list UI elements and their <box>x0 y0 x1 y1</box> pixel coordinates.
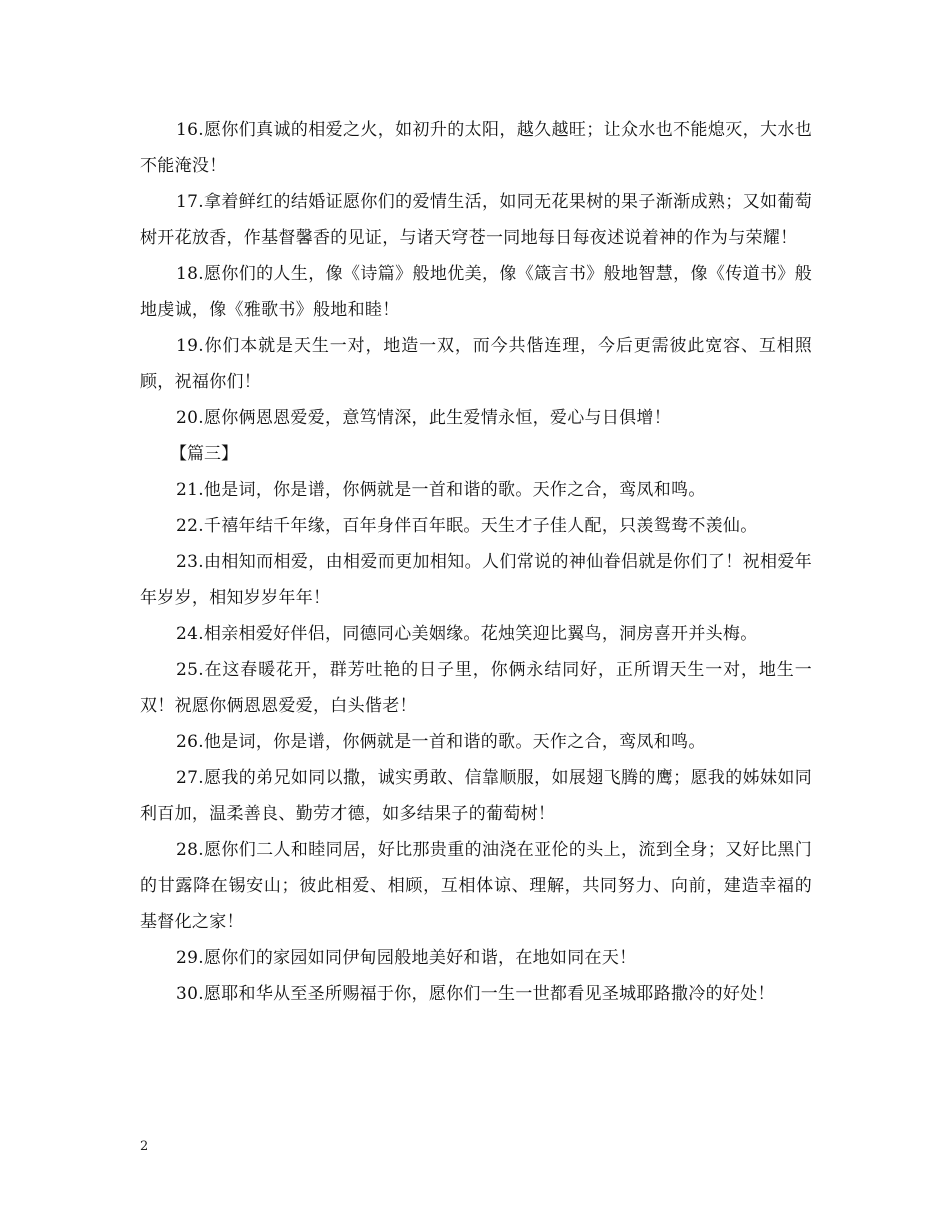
paragraph-20: 20.愿你俩恩恩爱爱，意笃情深，此生爱情永恒，爱心与日俱增！ <box>176 408 672 428</box>
paragraph-26: 26.他是词，你是谱，你俩就是一首和谐的歌。天作之合，鸾凤和鸣。 <box>176 732 706 752</box>
paragraph-23: 23.由相知而相爱，由相爱而更加相知。人们常说的神仙眷侣就是你们了！祝相爱年年岁岁，相知岁岁年年！ <box>140 552 812 608</box>
paragraph-29: 29.愿你们的家园如同伊甸园般地美好和谐，在地如同在天！ <box>176 948 637 968</box>
paragraph-24: 24.相亲相爱好伴侣，同德同心美姻缘。花烛笑迎比翼鸟，洞房喜开并头梅。 <box>176 624 758 644</box>
paragraph-17: 17.拿着鲜红的结婚证愿你们的爱情生活，如同无花果树的果子渐渐成熟；又如葡萄树开花放香，作基督馨香的见证，与诸天穹苍一同地每日每夜述说着神的作为与荣耀！ <box>140 192 812 248</box>
paragraph-25: 25.在这春暖花开，群芳吐艳的日子里，你俩永结同好，正所谓天生一对，地生一双！祝愿你俩恩恩爱爱，白头偕老！ <box>140 660 812 716</box>
paragraph-16: 16.愿你们真诚的相爱之火，如初升的太阳，越久越旺；让众水也不能熄灭，大水也不能淹没！ <box>140 120 812 176</box>
paragraph-18: 18.愿你们的人生，像《诗篇》般地优美，像《箴言书》般地智慧，像《传道书》般地虔诚，像《雅歌书》般地和睦！ <box>140 264 812 320</box>
paragraph-30: 30.愿耶和华从至圣所赐福于你，愿你们一生一世都看见圣城耶路撒冷的好处！ <box>176 984 775 1004</box>
document-body <box>140 112 812 1012</box>
paragraph-22: 22.千禧年结千年缘，百年身伴百年眠。天生才子佳人配，只羡鸳鸯不羡仙。 <box>176 516 758 536</box>
paragraph-19: 19.你们本就是天生一对，地造一双，而今共偕连理，今后更需彼此宽容、互相照顾，祝福你们！ <box>140 336 812 392</box>
page-number: 2 <box>140 1139 149 1154</box>
paragraph-28: 28.愿你们二人和睦同居，好比那贵重的油浇在亚伦的头上，流到全身；又好比黑门的甘露降在锡安山；彼此相爱、相顾，互相体谅、理解，共同努力、向前，建造幸福的基督化之家！ <box>140 840 812 932</box>
section-heading: 【篇三】 <box>170 444 238 464</box>
paragraph-21: 21.他是词，你是谱，你俩就是一首和谐的歌。天作之合，鸾凤和鸣。 <box>176 480 706 500</box>
paragraph-27: 27.愿我的弟兄如同以撒，诚实勇敢、信靠顺服，如展翅飞腾的鹰；愿我的姊妹如同利百加，温柔善良、勤劳才德，如多结果子的葡萄树！ <box>140 768 812 824</box>
